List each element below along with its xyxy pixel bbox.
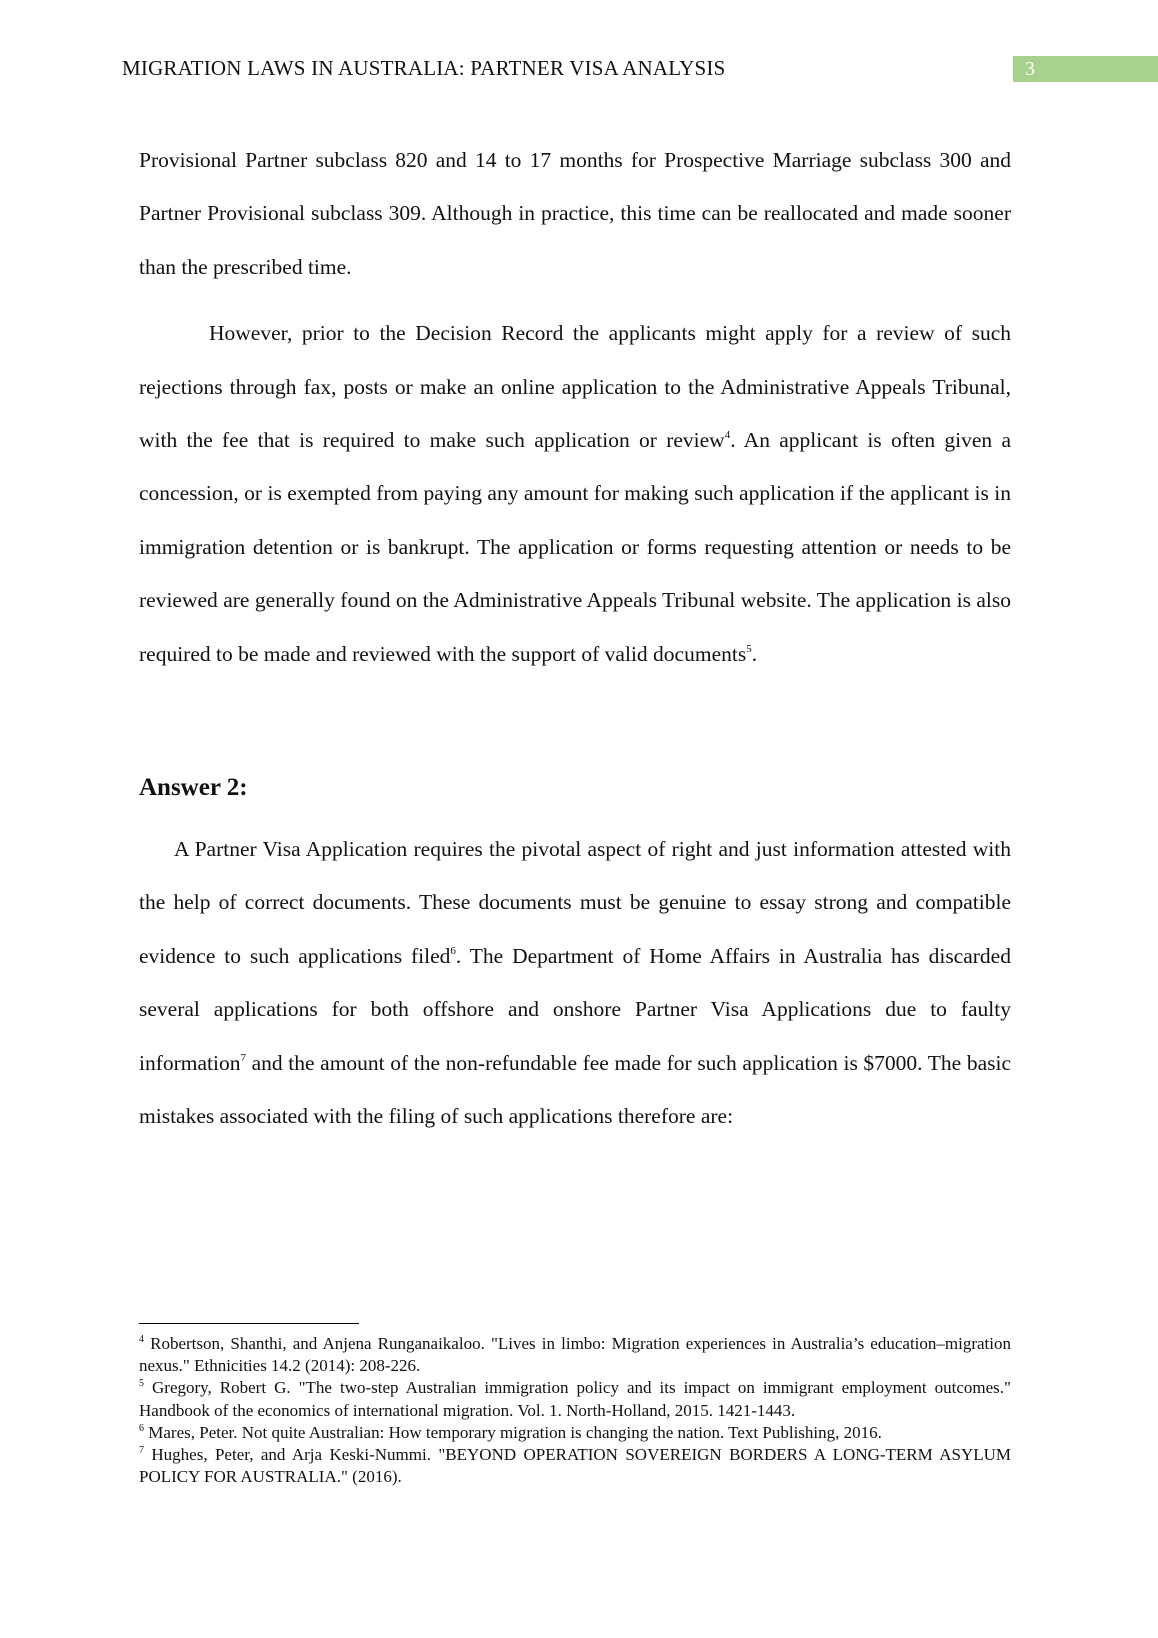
footnote-ref-5: 5 [746, 642, 752, 655]
footnote [139, 1422, 1011, 1444]
footnote [139, 1333, 1011, 1377]
paragraph-3-text-a: A Partner Visa Application requires the pivotal aspect of right and just information attested with the help of correct documents. These documents must be genuine to essay strong and compatible evidence to such applications filed [139, 837, 1011, 968]
paragraph-3-text-b: . The Department of Home Affairs in Australia has discarded several applications for both offshore and onshore Partner Visa Applications due to faulty information [139, 943, 1011, 1075]
footnotes [139, 1333, 1011, 1488]
footnote-number: 4 [139, 1334, 144, 1345]
footnote-number: 7 [139, 1445, 144, 1457]
section-heading-answer-2: Answer 2: [139, 774, 248, 802]
document-body [139, 134, 1011, 1144]
footnote-ref-6: 6 [450, 944, 456, 957]
footnote-ref-4: 4 [724, 429, 731, 442]
page-number: 3 [1013, 56, 1158, 82]
paragraph-2-text-b: . An applicant is often given a concession, or is exempted from paying any amount for making such application if the applicant is in immigration detention or is bankrupt. The application or forms requesting attention or needs to be reviewed are generally found on the Administrative Appeals Tribunal website. The application is also required to be made and reviewed with the support of valid documents [139, 428, 1012, 666]
paragraph-3 [139, 823, 1011, 1143]
paragraph-2 [139, 307, 1011, 681]
footnote [139, 1377, 1011, 1421]
footnote-text: Mares, Peter. Not quite Australian: How temporary migration is changing the nation. Text Publishing, 2016. [144, 1422, 882, 1442]
paragraph-2-text-a: However, prior to the Decision Record the applicants might apply for a review of such rejections through fax, posts or make an online application to the Administrative Appeals Tribunal, with the fee that is required to make such application or review [139, 321, 1011, 453]
footnote [139, 1444, 1011, 1488]
running-header-title: MIGRATION LAWS IN AUSTRALIA: PARTNER VISA ANALYSIS [122, 56, 726, 80]
footnote-number: 6 [139, 1422, 144, 1434]
paragraph-2-text-c: . [751, 641, 758, 666]
footnote-text: Robertson, Shanthi, and Anjena Runganaikaloo. "Lives in limbo: Migration experiences in Australia’s education–migration nexus." Ethnicities 14.2 (2014): 208-226. [139, 1334, 1011, 1376]
footnote-ref-7: 7 [240, 1051, 247, 1064]
footnote-text: Gregory, Robert G. "The two-step Australian immigration policy and its impact on immigrant employment outcomes." Handbook of the economics of international migration. Vol. 1. North-Holland, 2015. 1421-1443. [139, 1378, 1011, 1420]
paragraph-3-text-c: and the amount of the non-refundable fee made for such application is $7000. The basic mistakes associated with the filing of such applications therefore are: [139, 1050, 1011, 1129]
footnote-separator [139, 1323, 359, 1324]
footnote-number: 5 [139, 1378, 144, 1390]
footnote-text: Hughes, Peter, and Arja Keski-Nummi. "BEYOND OPERATION SOVEREIGN BORDERS A LONG-TERM ASYLUM POLICY FOR AUSTRALIA." (2016). [139, 1445, 1011, 1487]
paragraph-1: Provisional Partner subclass 820 and 14 to 17 months for Prospective Marriage subclass 300 and Partner Provisional subclass 309. Although in practice, this time can be reallocated and made sooner than the prescribed time. [139, 148, 1011, 279]
